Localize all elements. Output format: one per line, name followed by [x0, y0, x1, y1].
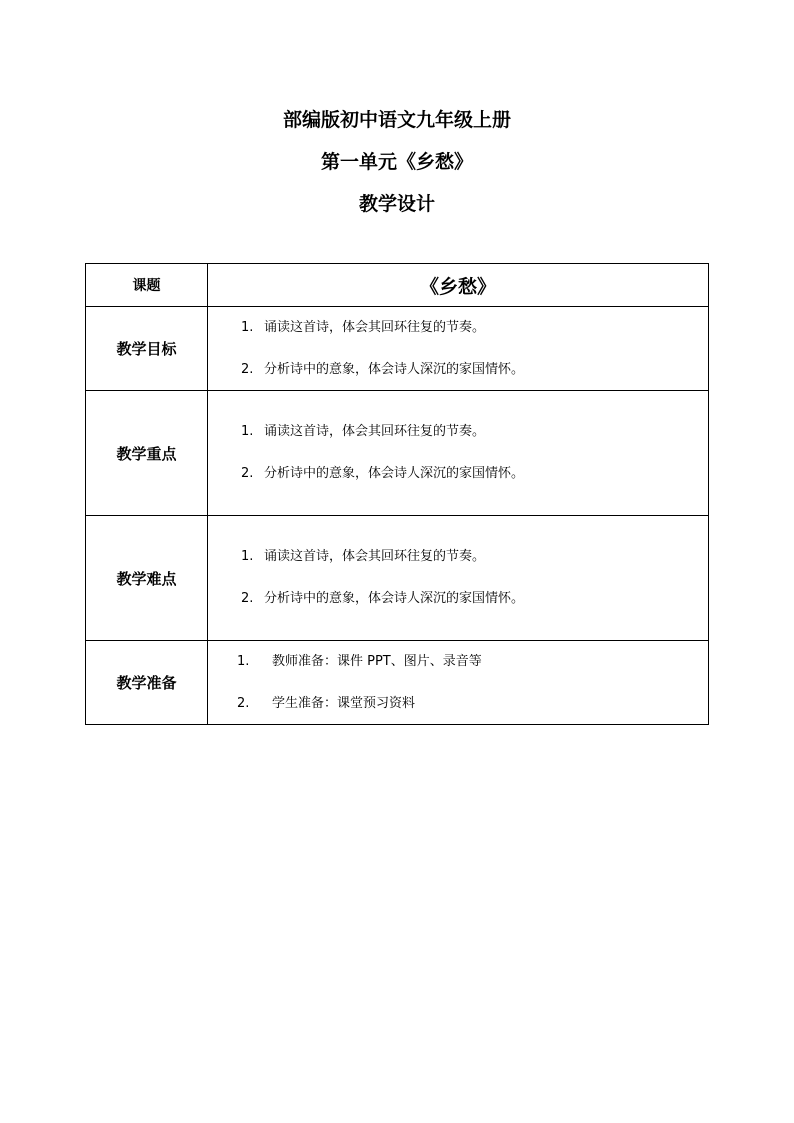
key-points-content	[208, 391, 709, 516]
difficulties-label: 教学难点	[86, 516, 208, 641]
list-number: 1.	[237, 653, 250, 669]
list-number: 2.	[241, 361, 254, 377]
goals-label: 教学目标	[86, 307, 208, 391]
list-text: 诵读这首诗，体会其回环往复的节奏。	[264, 319, 486, 335]
list-item	[208, 548, 708, 566]
list-item	[208, 590, 708, 608]
topic-value: 《乡愁》	[208, 264, 709, 307]
list-text: 分析诗中的意象，体会诗人深沉的家国情怀。	[264, 361, 525, 377]
goals-content	[208, 307, 709, 391]
list-text: 教师准备：课件 PPT、图片、录音等	[272, 653, 482, 669]
list-item	[208, 653, 708, 671]
list-text: 诵读这首诗，体会其回环往复的节奏。	[264, 424, 486, 439]
list-item	[208, 319, 708, 337]
list-text: 分析诗中的意象，体会诗人深沉的家国情怀。	[264, 591, 525, 606]
lesson-plan-table	[85, 263, 709, 725]
list-text: 诵读这首诗，体会其回环往复的节奏。	[264, 549, 486, 564]
table-row-difficulties	[86, 516, 709, 641]
list-item	[208, 361, 708, 379]
list-number: 1.	[241, 549, 254, 564]
table-row-key-points	[86, 391, 709, 516]
list-number: 1.	[241, 424, 254, 439]
list-item	[208, 465, 708, 483]
list-text: 分析诗中的意象，体会诗人深沉的家国情怀。	[264, 466, 525, 481]
document-subtitle: 教学设计	[358, 193, 435, 215]
list-text: 学生准备：课堂预习资料	[272, 695, 416, 711]
list-item	[208, 423, 708, 441]
table-row-topic	[86, 264, 709, 307]
list-number: 1.	[241, 319, 254, 335]
difficulties-content	[208, 516, 709, 641]
preparation-content	[208, 641, 709, 725]
document-title: 部编版初中语文九年级上册	[282, 109, 511, 131]
table-row-preparation	[86, 641, 709, 725]
key-points-label: 教学重点	[86, 391, 208, 516]
unit-title: 第一单元《乡愁》	[320, 151, 473, 173]
list-number: 2.	[241, 591, 254, 606]
preparation-label: 教学准备	[86, 641, 208, 725]
topic-label: 课题	[86, 264, 208, 307]
table-row-goals	[86, 307, 709, 391]
list-item	[208, 695, 708, 713]
list-number: 2.	[237, 695, 250, 711]
list-number: 2.	[241, 466, 254, 481]
